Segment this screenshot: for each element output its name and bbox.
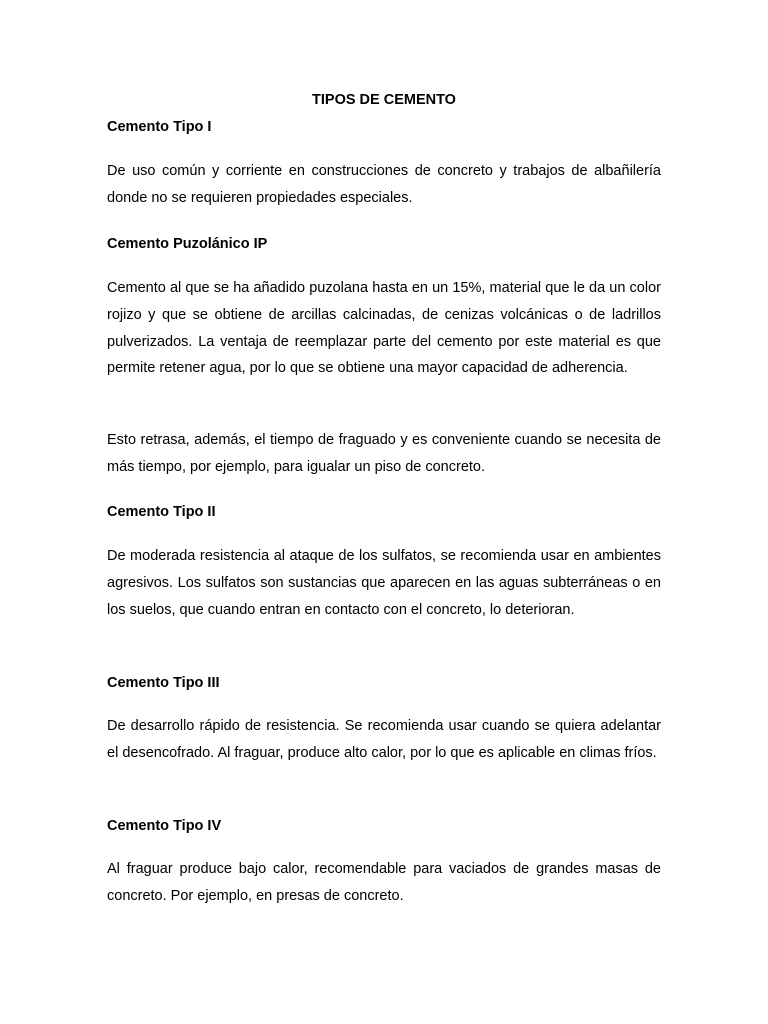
section-paragraph: Al fraguar produce bajo calor, recomendable para vaciados de grandes masas de concreto. Por ejemplo, en presas de concreto. — [107, 861, 661, 904]
document-title: TIPOS DE CEMENTO — [312, 92, 456, 108]
section-paragraph: Esto retrasa, además, el tiempo de fraguado y es conveniente cuando se necesita de más tiempo, por ejemplo, para igualar un piso de concreto. — [107, 432, 661, 475]
section-heading-puzolanico-ip: Cemento Puzolánico IP — [107, 236, 268, 252]
section-heading-tipo-i: Cemento Tipo I — [107, 119, 212, 135]
section-paragraph: De moderada resistencia al ataque de los sulfatos, se recomienda usar en ambientes agresivos. Los sulfatos son sustancias que aparecen en las aguas subterráneas o en los suelos, que cuando entran en contacto con el concreto, lo deterioran. — [107, 548, 661, 618]
section-paragraph: De desarrollo rápido de resistencia. Se recomienda usar cuando se quiera adelantar el desencofrado. Al fraguar, produce alto calor, por lo que es aplicable en climas fríos. — [107, 718, 661, 761]
section-heading-tipo-iii: Cemento Tipo III — [107, 675, 220, 691]
section-paragraph: Cemento al que se ha añadido puzolana hasta en un 15%, material que le da un color rojizo y que se obtiene de arcillas calcinadas, de cenizas volcánicas o de ladrillos pulverizados. La ventaja de reemplazar parte del cemento por este material es que permite retener agua, por lo que se obtiene una mayor capacidad de adherencia. — [107, 280, 661, 377]
section-heading-tipo-ii: Cemento Tipo II — [107, 504, 216, 520]
section-heading-tipo-iv: Cemento Tipo IV — [107, 818, 222, 834]
section-paragraph: De uso común y corriente en construcciones de concreto y trabajos de albañilería donde no se requieren propiedades especiales. — [107, 163, 661, 206]
